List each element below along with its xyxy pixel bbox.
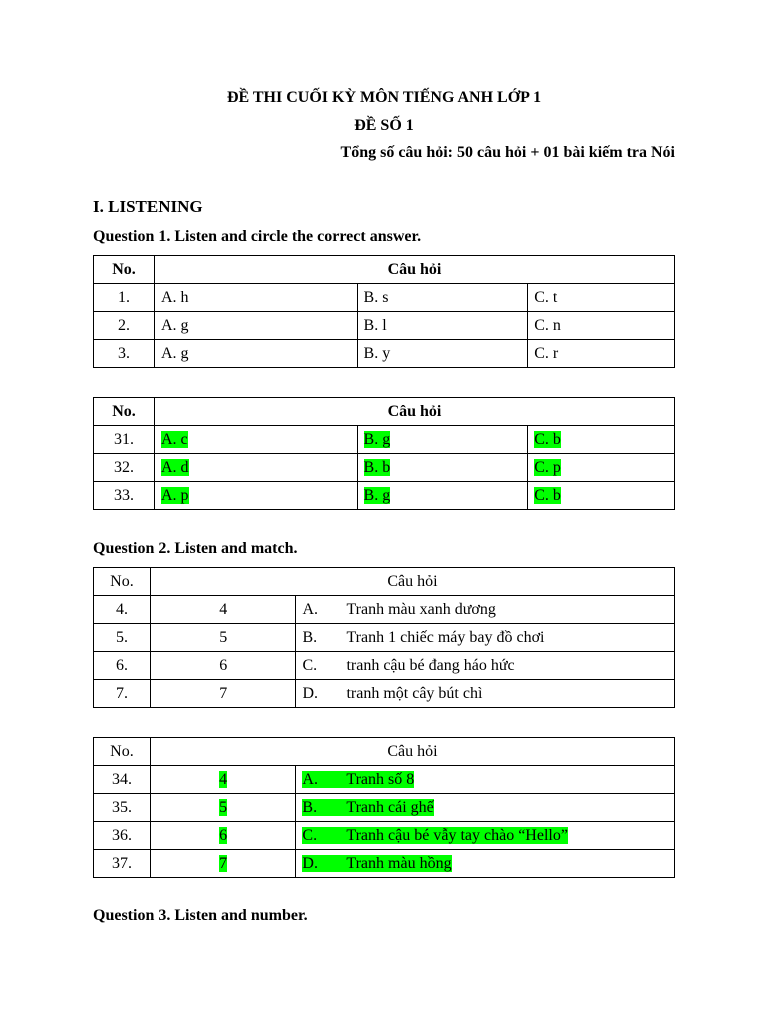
table-row xyxy=(94,680,675,708)
option-b: B. l xyxy=(357,312,528,340)
highlighted-text: A. p xyxy=(160,486,189,504)
highlighted-text: 7 xyxy=(219,854,228,872)
row-number: 6. xyxy=(94,652,151,680)
option-c: C. t xyxy=(528,284,675,312)
table-row xyxy=(94,794,675,822)
q2-table-1 xyxy=(93,567,675,708)
highlighted-option xyxy=(302,771,414,788)
option-letter: A. xyxy=(302,770,318,788)
table-row xyxy=(94,652,675,680)
table-row xyxy=(94,766,675,794)
option-letter: D. xyxy=(302,854,318,872)
table-row xyxy=(94,850,675,878)
row-number: 35. xyxy=(94,794,151,822)
option-text: tranh một cây bút chì xyxy=(346,684,483,702)
match-number xyxy=(150,794,295,822)
table-header-row xyxy=(94,398,675,426)
highlighted-text: B. b xyxy=(363,458,391,476)
table-row xyxy=(94,340,675,368)
row-number: 7. xyxy=(94,680,151,708)
row-number: 4. xyxy=(94,596,151,624)
table-row xyxy=(94,624,675,652)
option-a: A. g xyxy=(154,312,357,340)
table-row xyxy=(94,596,675,624)
q2-table-2 xyxy=(93,737,675,878)
highlighted-text: 6 xyxy=(219,826,228,844)
col-question-header: Câu hỏi xyxy=(154,398,674,426)
col-no-header: No. xyxy=(94,568,151,596)
highlighted-text: B. g xyxy=(363,486,391,504)
match-option xyxy=(296,680,675,708)
option-b: B. y xyxy=(357,340,528,368)
option-a xyxy=(154,482,357,510)
q1-table-1 xyxy=(93,255,675,368)
option-a: A. h xyxy=(154,284,357,312)
match-number xyxy=(150,766,295,794)
col-question-header: Câu hỏi xyxy=(150,738,674,766)
option-a: A. g xyxy=(154,340,357,368)
match-number: 6 xyxy=(150,652,296,680)
option-letter: B. xyxy=(302,628,318,646)
match-number xyxy=(150,822,295,850)
match-number: 5 xyxy=(150,624,296,652)
option-b: B. s xyxy=(357,284,528,312)
exam-title: ĐỀ THI CUỐI KỲ MÔN TIẾNG ANH LỚP 1 xyxy=(226,89,542,106)
match-option xyxy=(296,624,675,652)
match-option xyxy=(296,652,675,680)
table-row xyxy=(94,284,675,312)
option-text: Tranh cậu bé vẫy tay chào “Hello” xyxy=(346,826,568,844)
highlighted-option xyxy=(302,799,433,816)
option-c: C. n xyxy=(528,312,675,340)
option-text: Tranh 1 chiếc máy bay đồ chơi xyxy=(346,628,545,646)
highlighted-text: C. b xyxy=(534,430,561,448)
option-letter: D. xyxy=(302,684,319,702)
option-letter: B. xyxy=(302,798,318,816)
row-number: 36. xyxy=(94,822,151,850)
highlighted-text: A. d xyxy=(160,458,189,476)
col-question-header: Câu hỏi xyxy=(154,256,674,284)
match-number xyxy=(150,850,295,878)
table-row xyxy=(94,454,675,482)
match-number: 4 xyxy=(150,596,296,624)
table-row xyxy=(94,822,675,850)
option-a xyxy=(154,426,357,454)
question-2-heading: Question 2. Listen and match. xyxy=(93,540,298,557)
match-option xyxy=(296,850,675,878)
row-number: 5. xyxy=(94,624,151,652)
col-no-header: No. xyxy=(94,738,151,766)
table-header-row xyxy=(94,738,675,766)
option-text: Tranh màu hồng xyxy=(346,854,452,872)
highlighted-text: C. b xyxy=(534,486,561,504)
option-b xyxy=(357,454,528,482)
match-option xyxy=(296,596,675,624)
highlighted-text: A. c xyxy=(160,430,188,448)
option-letter: C. xyxy=(302,826,318,844)
row-number: 33. xyxy=(94,482,155,510)
option-c xyxy=(528,454,675,482)
option-c: C. r xyxy=(528,340,675,368)
match-option xyxy=(296,794,675,822)
match-option xyxy=(296,766,675,794)
match-number: 7 xyxy=(150,680,296,708)
highlighted-option xyxy=(302,855,451,872)
table-header-row xyxy=(94,256,675,284)
section-listening-heading: I. LISTENING xyxy=(93,197,203,216)
option-text: tranh cậu bé đang háo hức xyxy=(346,656,515,674)
row-number: 37. xyxy=(94,850,151,878)
table-row xyxy=(94,482,675,510)
option-a xyxy=(154,454,357,482)
col-no-header: No. xyxy=(94,256,155,284)
row-number: 2. xyxy=(94,312,155,340)
q1-table-2 xyxy=(93,397,675,510)
col-question-header: Câu hỏi xyxy=(150,568,674,596)
row-number: 1. xyxy=(94,284,155,312)
question-1-heading: Question 1. Listen and circle the correct answer. xyxy=(93,228,422,245)
option-c xyxy=(528,482,675,510)
highlighted-text: C. p xyxy=(534,458,561,476)
option-c xyxy=(528,426,675,454)
option-text: Tranh màu xanh dương xyxy=(346,600,496,618)
option-b xyxy=(357,426,528,454)
option-letter: A. xyxy=(302,600,319,618)
exam-total: Tổng số câu hỏi: 50 câu hỏi + 01 bài kiếm tra Nói xyxy=(340,144,675,161)
row-number: 32. xyxy=(94,454,155,482)
highlighted-option xyxy=(302,827,568,844)
table-row xyxy=(94,312,675,340)
highlighted-text: 5 xyxy=(219,798,228,816)
highlighted-text: 4 xyxy=(219,770,228,788)
table-header-row xyxy=(94,568,675,596)
exam-subtitle: ĐỀ SỐ 1 xyxy=(354,117,414,134)
option-text: Tranh cái ghế xyxy=(346,798,434,816)
highlighted-text: B. g xyxy=(363,430,391,448)
option-letter: C. xyxy=(302,656,318,674)
col-no-header: No. xyxy=(94,398,155,426)
row-number: 3. xyxy=(94,340,155,368)
match-option xyxy=(296,822,675,850)
table-row xyxy=(94,426,675,454)
option-b xyxy=(357,482,528,510)
option-text: Tranh số 8 xyxy=(346,770,415,788)
row-number: 31. xyxy=(94,426,155,454)
question-3-heading: Question 3. Listen and number. xyxy=(93,907,308,924)
row-number: 34. xyxy=(94,766,151,794)
